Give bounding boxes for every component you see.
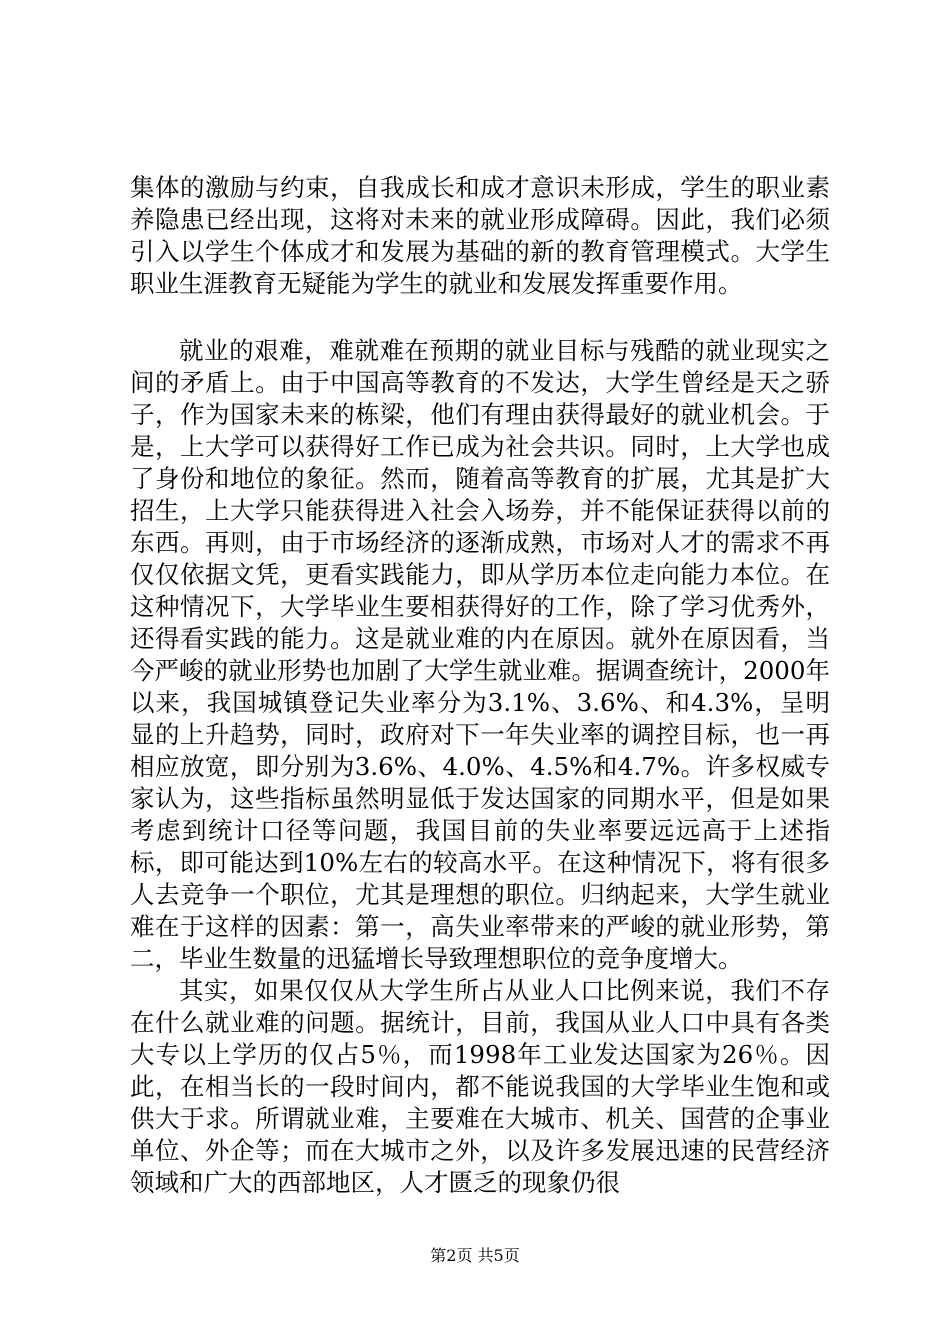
page-number: 第2页 共5页 [430,1246,520,1265]
paragraph-employment-ratio: 其实，如果仅仅从大学生所占从业人口比例来说，我们不存在什么就业难的问题。据统计，目前，我国从业人口中具有各类大专以上学历的仅占5％，而1998年工业发达国家为26％。因此，在相当长的一段时间内，都不能说我国的大学毕业生饱和或供大于求。所谓就业难，主要难在大城市、机关、国营的企事业单位、外企等；而在大城市之外，以及许多发展迅速的民营经济领域和广大的西部地区，人才匮乏的现象仍很 [130,976,830,1197]
paragraph-continued: 集体的激励与约束，自我成长和成才意识未形成，学生的职业素养隐患已经出现，这将对未来的就业形成障碍。因此，我们必须引入以学生个体成才和发展为基础的新的教育管理模式。大学生职业生涯教育无疑能为学生的就业和发展发挥重要作用。 [130,173,830,298]
document-body [130,172,830,1199]
paragraph-employment-difficulty: 就业的艰难，难就难在预期的就业目标与残酷的就业现实之间的矛盾上。由于中国高等教育的不发达，大学生曾经是天之骄子，作为国家未来的栋梁，他们有理由获得最好的就业机会。于是，上大学可以获得好工作已成为社会共识。同时，上大学也成了身份和地位的象征。然而，随着高等教育的扩展，尤其是扩大招生，上大学只能获得进入社会入场券，并不能保证获得以前的东西。再则，由于市场经济的逐渐成熟，市场对人才的需求不再仅仅依据文凭，更看实践能力，即从学历本位走向能力本位。在这种情况下，大学毕业生要相获得好的工作，除了学习优秀外，还得看实践的能力。这是就业难的内在原因。就外在原因看，当今严峻的就业形势也加剧了大学生就业难。据调查统计，2000年以来，我国城镇登记失业率分为3.1%、3.6%、和4.3%，呈明显的上升趋势，同时，政府对下一年失业率的调控目标，也一再相应放宽，即分别为3.6%、4.0%、4.5%和4.7%。许多权威专家认为，这些指标虽然明显低于发达国家的同期水平，但是如果考虑到统计口径等问题，我国目前的失业率要远远高于上述指标，即可能达到10%左右的较高水平。在这种情况下，将有很多人去竞争一个职位，尤其是理想的职位。归纳起来，大学生就业难在于这样的因素：第一，高失业率带来的严峻的就业形势，第二，毕业生数量的迅猛增长导致理想职位的竞争度增大。 [130,336,830,973]
